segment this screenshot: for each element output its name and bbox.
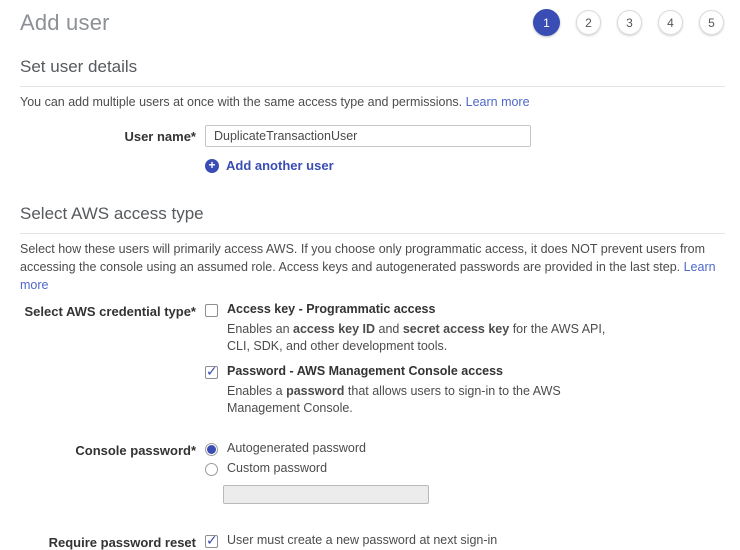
user-details-intro	[20, 93, 725, 111]
plus-circle-icon: +	[205, 159, 219, 173]
user-name-input[interactable]	[205, 125, 531, 147]
user-name-control	[205, 125, 725, 147]
learn-more-link-access-type[interactable]: Learn more	[20, 260, 716, 292]
step-indicator-2[interactable]: 2	[576, 10, 601, 35]
check-icon: ✓	[206, 532, 218, 548]
password-option-text	[227, 364, 627, 417]
access-type-heading: Select AWS access type	[20, 204, 725, 234]
require-reset-text[interactable]: User must create a new password at next sign-in	[227, 533, 498, 547]
page-header	[20, 8, 725, 36]
access-type-intro-text: Select how these users will primarily access AWS. If you choose only programmatic access, it does NOT prevent users from accessing the console using an assumed role. Access keys and autogenerated passwords are provided in the last step.	[20, 242, 705, 274]
require-reset-checkbox[interactable]	[205, 532, 218, 548]
access-key-description: Enables an access key ID and secret access key for the AWS API, CLI, SDK, and other development tools.	[227, 322, 606, 353]
password-title[interactable]: Password - AWS Management Console access	[227, 364, 504, 378]
step-indicator-1[interactable]: 1	[533, 9, 560, 36]
credential-type-row	[20, 302, 725, 417]
check-icon: ✓	[206, 363, 218, 379]
add-another-user-button[interactable]	[205, 158, 725, 173]
require-reset-control	[205, 533, 725, 548]
autogenerated-password-option[interactable]	[205, 441, 725, 456]
user-name-label: User name*	[124, 129, 196, 144]
access-key-option-text	[227, 302, 627, 355]
user-details-intro-text: You can add multiple users at once with the same access type and permissions.	[20, 95, 463, 109]
password-checkbox[interactable]	[205, 363, 218, 379]
credential-type-label: Select AWS credential type*	[24, 304, 196, 319]
section-access-type	[20, 204, 725, 550]
wizard-step-indicator	[533, 9, 724, 36]
custom-password-radio[interactable]	[205, 463, 218, 476]
custom-password-option[interactable]	[205, 461, 725, 476]
access-key-title[interactable]: Access key - Programmatic access	[227, 302, 436, 316]
learn-more-link-user-details[interactable]: Learn more	[465, 95, 530, 109]
require-reset-label: Require password reset	[48, 535, 196, 550]
autogenerated-password-radio[interactable]	[205, 443, 218, 456]
custom-password-input	[223, 485, 429, 504]
require-reset-option[interactable]	[205, 533, 725, 548]
password-description: Enables a password that allows users to sign-in to the AWS Management Console.	[227, 384, 561, 415]
credential-type-control	[205, 302, 725, 417]
section-user-details	[20, 57, 725, 173]
step-indicator-3[interactable]: 3	[617, 10, 642, 35]
access-key-checkbox[interactable]	[205, 304, 218, 317]
step-indicator-4[interactable]: 4	[658, 10, 683, 35]
require-reset-row	[20, 533, 725, 550]
console-password-control	[205, 441, 725, 504]
user-name-row	[20, 125, 725, 147]
page-title: Add user	[20, 10, 110, 35]
user-details-heading: Set user details	[20, 57, 725, 87]
console-password-row	[20, 441, 725, 504]
access-key-option[interactable]	[205, 302, 725, 355]
custom-password-label[interactable]: Custom password	[227, 461, 328, 475]
access-type-intro	[20, 240, 725, 294]
add-another-user-label: Add another user	[226, 158, 334, 173]
console-password-label: Console password*	[75, 443, 196, 458]
autogenerated-password-label[interactable]: Autogenerated password	[227, 441, 366, 455]
password-option[interactable]	[205, 364, 725, 417]
step-indicator-5[interactable]: 5	[699, 10, 724, 35]
